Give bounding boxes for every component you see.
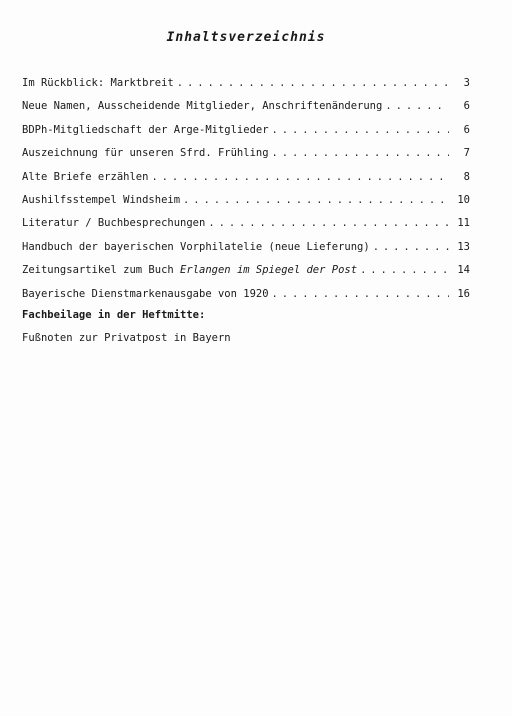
toc-page-number: 13 (457, 240, 470, 253)
toc-entry (22, 241, 470, 264)
toc-entry (22, 288, 470, 311)
toc-leader-dots (183, 194, 449, 206)
supplement-heading: Fachbeilage in der Heftmitte: (22, 309, 206, 321)
book-title: Erlangen im Spiegel der Post (180, 264, 358, 277)
toc-entry (22, 264, 470, 287)
toc-entry-label (22, 264, 357, 276)
toc-entry-label: Auszeichnung für unseren Sfrd. Frühling (22, 147, 269, 160)
page-title: Inhaltsverzeichnis (166, 30, 326, 45)
toc-leader-dots (272, 288, 449, 300)
toc-entry (22, 100, 470, 123)
toc-leader-dots (272, 147, 449, 159)
toc-page-number: 6 (463, 100, 470, 113)
toc-entry (22, 77, 470, 100)
toc-page-number: 7 (463, 147, 470, 160)
toc-entry-label: Handbuch der bayerischen Vorphilatelie (neue Lieferung) (22, 240, 370, 253)
toc-entry-label: Neue Namen, Ausscheidende Mitglieder, Anschriftenänderung (22, 100, 383, 113)
table-of-contents (22, 77, 470, 311)
toc-entry (22, 171, 470, 194)
toc-page-number: 6 (463, 123, 470, 136)
toc-leader-dots (151, 171, 449, 183)
toc-entry-label: Alte Briefe erzählen (22, 170, 149, 183)
toc-leader-dots (272, 124, 449, 136)
toc-entry-label: Aushilfsstempel Windsheim (22, 193, 181, 206)
toc-leader-dots (385, 100, 449, 112)
toc-entry (22, 217, 470, 240)
toc-page-number: 11 (457, 217, 470, 230)
toc-entry (22, 147, 470, 170)
toc-entry (22, 194, 470, 217)
toc-page-number: 14 (457, 264, 470, 277)
toc-page-number: 16 (457, 287, 470, 300)
toc-leader-dots (373, 241, 449, 253)
toc-entry-label: Im Rückblick: Marktbreit (22, 77, 174, 89)
toc-page-number: 3 (463, 77, 470, 89)
toc-page-number: 10 (457, 193, 470, 206)
toc-entry-label: Literatur / Buchbesprechungen (22, 217, 206, 230)
toc-leader-dots (360, 264, 449, 276)
toc-entry (22, 124, 470, 147)
supplement-item: Fußnoten zur Privatpost in Bayern (22, 332, 231, 344)
toc-entry-label: BDPh-Mitgliedschaft der Arge-Mitglieder (22, 123, 269, 136)
toc-entry-label-prefix: Zeitungsartikel zum Buch (22, 264, 181, 277)
toc-entry-label: Bayerische Dienstmarkenausgabe von 1920 (22, 287, 269, 300)
toc-leader-dots (208, 217, 449, 229)
toc-leader-dots (177, 77, 449, 89)
toc-page-number: 8 (463, 170, 470, 183)
